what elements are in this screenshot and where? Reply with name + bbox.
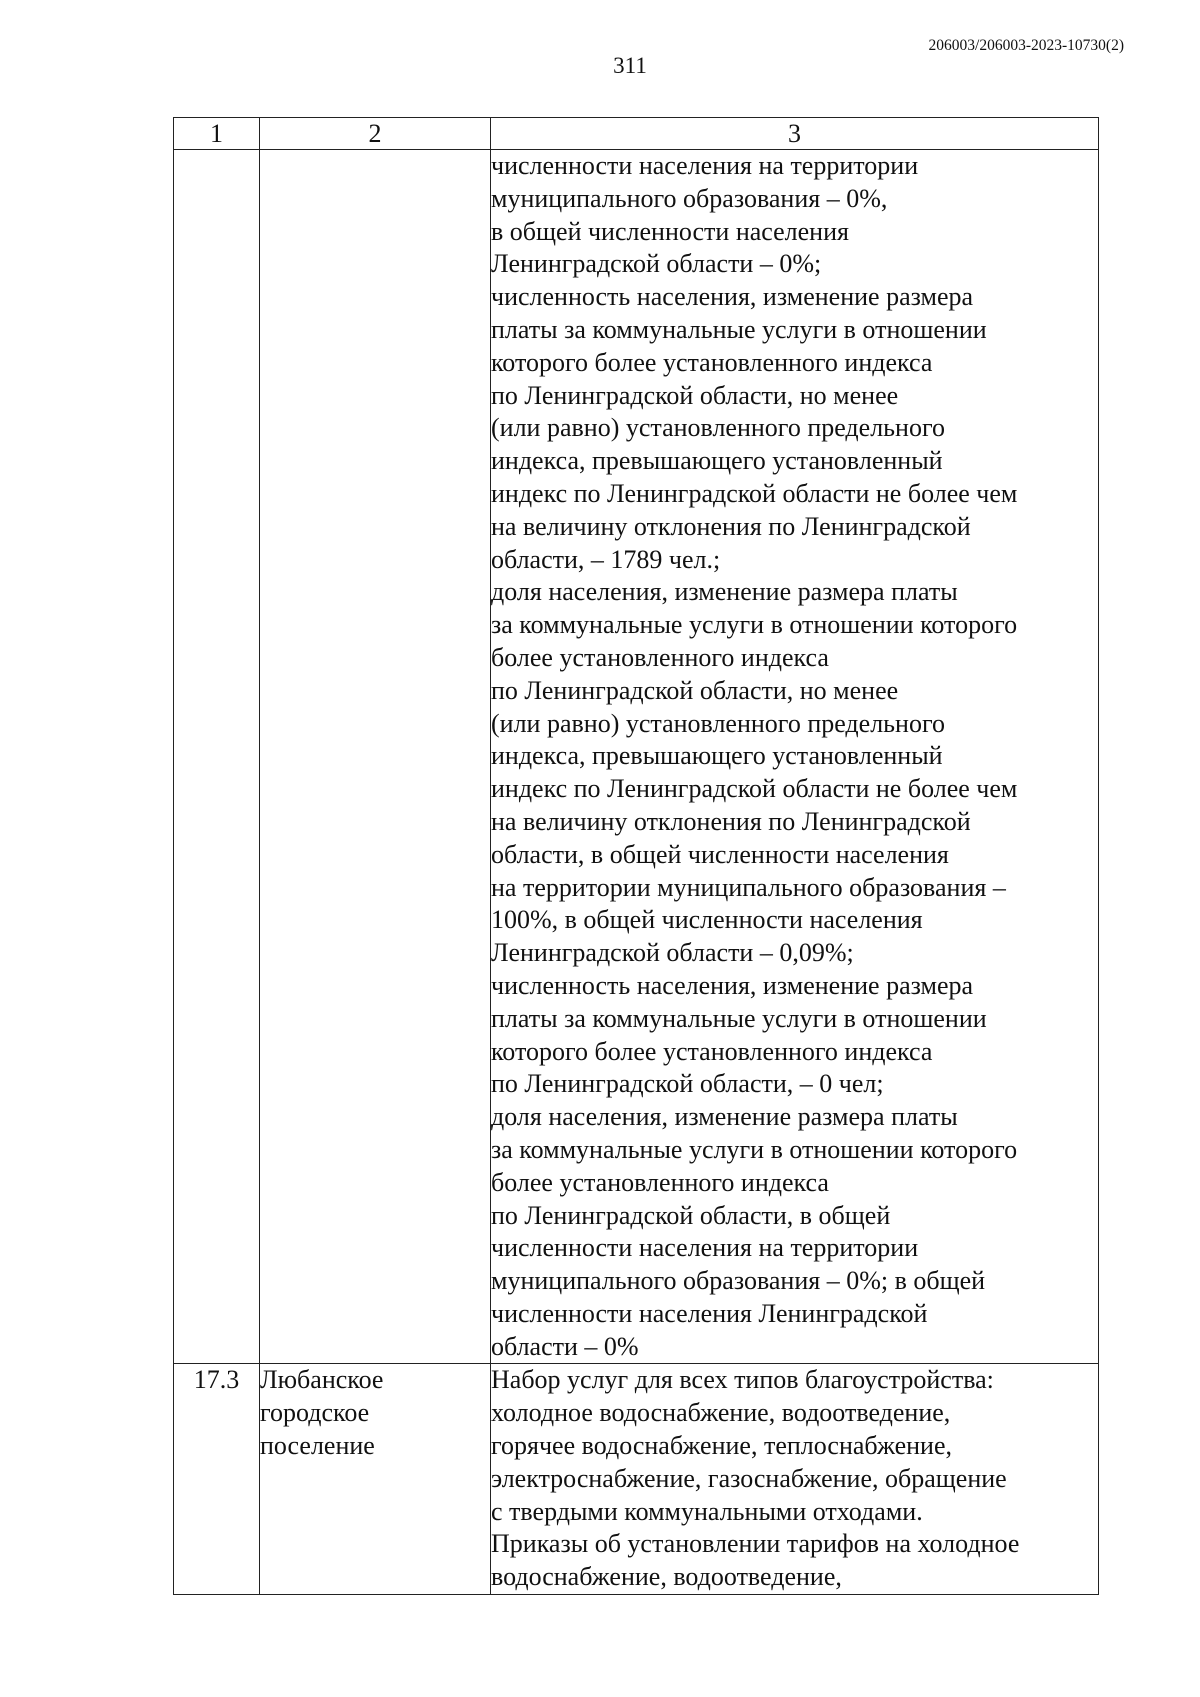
cell-line: платы за коммунальные услуги в отношении <box>491 314 987 344</box>
cell-line: численность населения, изменение размера <box>491 970 974 1000</box>
cell-line: более установленного индекса <box>491 642 829 672</box>
cell-line: муниципального образования – 0%; в общей <box>491 1266 986 1296</box>
cell-line: доля населения, изменение размера платы <box>491 577 958 607</box>
cell-number <box>174 1364 260 1595</box>
column-header-3: 3 <box>491 118 1099 150</box>
cell-line: платы за коммунальные услуги в отношении <box>491 1003 987 1033</box>
cell-line: холодное водоснабжение, водоотведение, <box>491 1398 951 1428</box>
cell-line: по Ленинградской области, но менее <box>491 675 899 705</box>
cell-line: Ленинградской области – 0,09%; <box>491 938 854 968</box>
cell-line: которого более установленного индекса <box>491 347 933 377</box>
cell-line: с твердыми коммунальными отходами. <box>491 1496 923 1526</box>
cell-line: индекса, превышающего установленный <box>491 446 943 476</box>
cell-line: по Ленинградской области, но менее <box>491 380 899 410</box>
cell-number <box>174 150 260 1364</box>
cell-line: 17.3 <box>193 1365 240 1395</box>
cell-line: численность населения, изменение размера <box>491 282 974 312</box>
cell-line: электроснабжение, газоснабжение, обращение <box>491 1463 1007 1493</box>
cell-line: индекс по Ленинградской области не более чем <box>491 478 1018 508</box>
cell-line: горячее водоснабжение, теплоснабжение, <box>491 1431 953 1461</box>
cell-line: области, – 1789 чел.; <box>491 544 721 574</box>
cell-line: доля населения, изменение размера платы <box>491 1102 958 1132</box>
cell-line: Ленинградской области – 0%; <box>491 249 822 279</box>
cell-line: Набор услуг для всех типов благоустройства: <box>491 1365 994 1395</box>
header-row <box>174 118 1099 150</box>
cell-line: на территории муниципального образования – <box>491 872 1006 902</box>
cell-line: численности населения Ленинградской <box>491 1298 928 1328</box>
cell-line: в общей численности населения <box>491 216 849 246</box>
cell-line: водоснабжение, водоотведение, <box>491 1562 842 1592</box>
table-row <box>174 1364 1099 1595</box>
page-number: 311 <box>613 53 647 78</box>
cell-line: муниципального образования – 0%, <box>491 183 888 213</box>
cell-description <box>491 1364 1099 1595</box>
cell-line: более установленного индекса <box>491 1167 829 1197</box>
table-row <box>174 150 1099 1364</box>
cell-line: за коммунальные услуги в отношении которого <box>491 610 1018 640</box>
cell-line: за коммунальные услуги в отношении которого <box>491 1134 1018 1164</box>
cell-line: (или равно) установленного предельного <box>491 708 945 738</box>
cell-line: городское <box>260 1398 370 1428</box>
cell-line: которого более установленного индекса <box>491 1036 933 1066</box>
cell-line: индекса, превышающего установленный <box>491 741 943 771</box>
cell-line: на величину отклонения по Ленинградской <box>491 511 971 541</box>
cell-line: численности населения на территории <box>491 151 919 180</box>
cell-line: численности населения на территории <box>491 1233 919 1263</box>
cell-line: на величину отклонения по Ленинградской <box>491 806 971 836</box>
cell-line: Приказы об установлении тарифов на холодное <box>491 1529 1020 1559</box>
cell-line: Любанское <box>260 1365 384 1395</box>
cell-line: по Ленинградской области, – 0 чел; <box>491 1069 884 1099</box>
cell-line: области, в общей численности населения <box>491 839 949 869</box>
cell-line: (или равно) установленного предельного <box>491 413 945 443</box>
document-id: 206003/206003-2023-10730(2) <box>928 37 1124 54</box>
cell-line: области – 0% <box>491 1331 639 1361</box>
data-table <box>173 117 1099 1595</box>
cell-line: индекс по Ленинградской области не более чем <box>491 774 1018 804</box>
cell-line: 100%, в общей численности населения <box>491 905 923 935</box>
column-header-2: 2 <box>260 118 491 150</box>
cell-line: по Ленинградской области, в общей <box>491 1200 891 1230</box>
cell-description <box>491 150 1099 1364</box>
column-header-1: 1 <box>174 118 260 150</box>
cell-settlement <box>260 150 491 1364</box>
cell-settlement <box>260 1364 491 1595</box>
cell-line: поселение <box>260 1431 375 1461</box>
